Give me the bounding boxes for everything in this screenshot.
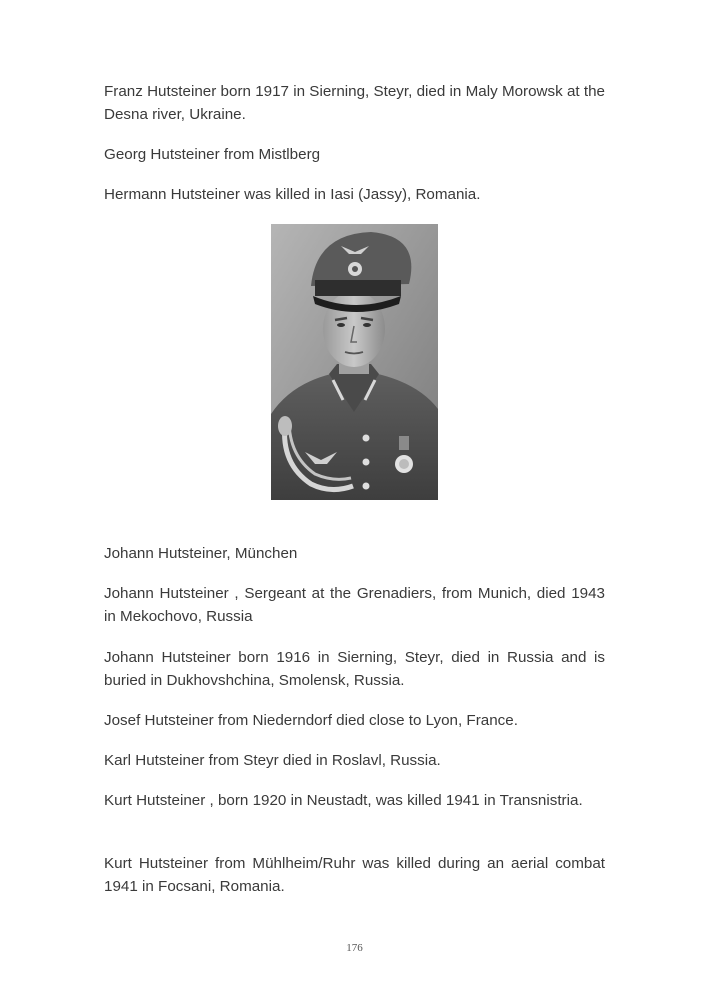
entry-johann-hutsteiner-muenchen: Johann Hutsteiner, München [104,545,298,562]
entry-josef-hutsteiner: Josef Hutsteiner from Niederndorf died close to Lyon, France. [104,712,518,729]
entry-kurt-hutsteiner-1920: Kurt Hutsteiner , born 1920 in Neustadt, was killed 1941 in Transnistria. [104,792,583,809]
entry-hermann-hutsteiner: Hermann Hutsteiner was killed in Iasi (Jassy), Romania. [104,186,481,203]
soldier-portrait-photo [271,224,438,500]
page-number: 176 [346,942,363,954]
entry-franz-hutsteiner: Franz Hutsteiner born 1917 in Sierning, Steyr, died in Maly Morowsk at the Desna river, Ukraine. [104,83,605,123]
entry-kurt-hutsteiner-muehlheim: Kurt Hutsteiner from Mühlheim/Ruhr was killed during an aerial combat 1941 in Focsani, Romania. [104,855,605,895]
soldier-portrait-image [271,224,438,500]
entry-karl-hutsteiner: Karl Hutsteiner from Steyr died in Roslavl, Russia. [104,752,441,769]
entry-georg-hutsteiner: Georg Hutsteiner from Mistlberg [104,146,321,163]
entry-johann-hutsteiner-1916: Johann Hutsteiner born 1916 in Sierning, Steyr, died in Russia and is buried in Dukhovshchina, Smolensk, Russia. [104,649,605,689]
entry-johann-hutsteiner-sergeant: Johann Hutsteiner , Sergeant at the Grenadiers, from Munich, died 1943 in Mekochovo, Russia [104,585,605,625]
